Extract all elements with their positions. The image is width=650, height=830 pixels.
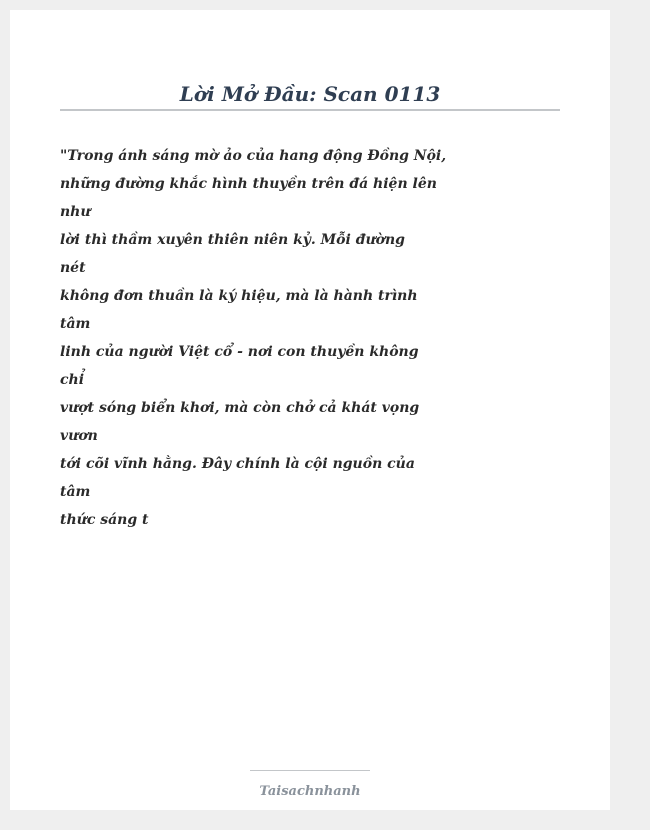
text-line: tới cõi vĩnh hằng. Đây chính là cội nguồn của — [60, 456, 415, 472]
text-line: "Trong ánh sáng mờ ảo của hang động Đồng Nội, — [60, 148, 447, 164]
text-line: tâm — [60, 484, 91, 500]
footer-divider — [250, 770, 370, 771]
text-line: chỉ — [60, 372, 85, 388]
text-line: những đường khắc hình thuyền trên đá hiện lên — [60, 176, 437, 192]
text-line: vượt sóng biển khơi, mà còn chở cả khát vọng — [60, 400, 420, 416]
document-page — [10, 10, 610, 810]
page-title: Lời Mở Đầu: Scan 0113 — [179, 82, 441, 106]
title-divider — [60, 109, 560, 111]
text-line: như — [60, 204, 91, 220]
text-line: không đơn thuần là ký hiệu, mà là hành trình — [60, 288, 418, 304]
footer-brand: Taisachnhanh — [259, 784, 361, 799]
body-text — [60, 142, 580, 534]
text-line: linh của người Việt cổ - nơi con thuyền không — [60, 344, 419, 360]
text-line: tâm — [60, 316, 91, 332]
text-line: lời thì thầm xuyên thiên niên kỷ. Mỗi đường — [60, 232, 405, 248]
text-line: thức sáng t — [60, 512, 149, 528]
text-line: nét — [60, 260, 86, 276]
text-line: vươn — [60, 428, 98, 444]
